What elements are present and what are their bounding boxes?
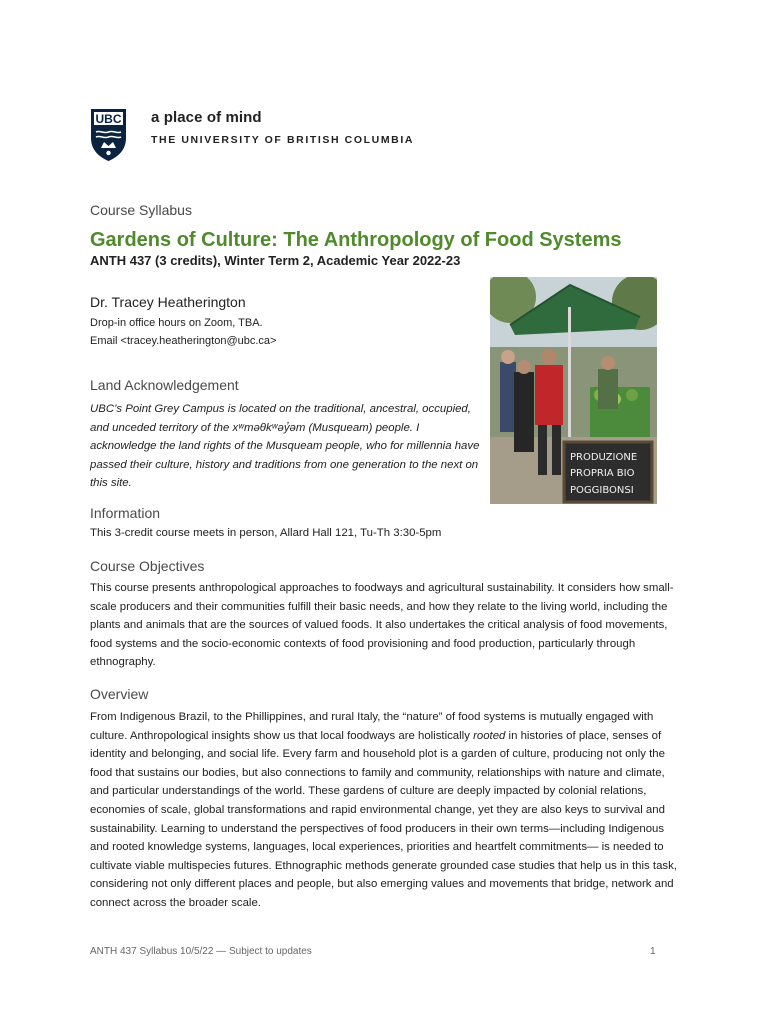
university-name: THE UNIVERSITY OF BRITISH COLUMBIA [151,134,415,146]
overview-text [90,708,682,913]
farmers-market-photo [490,277,657,504]
land-acknowledgement-heading: Land Acknowledgement [90,377,239,393]
ubc-shield-logo [90,108,127,162]
office-hours: Drop-in office hours on Zoom, TBA. [90,317,263,329]
course-objectives-text: This course presents anthropological approaches to foodways and agricultural sustainability. It considers how small-scale producers and their communities fulfill their basic needs, and how they relate to the living world, including the plants and animals that are the sources of valued foods. It also undertakes the critical analysis of food movements, food systems and the socio-economic contexts of food provisioning and food production, particularly through ethnography. [90,582,674,669]
instructor-email: Email <tracey.heatherington@ubc.ca> [90,335,277,347]
overview-text-part-2: in histories of place, senses of identity and belonging, and social life. Every farm and household plot is a garden of culture, producing not only the food that sustains our bodies, but also connections to family and community, relationships with nature and climate, and particular understandings of the world. These gardens of culture are deeply impacted by colonial relations, economies of scale, global transformations and rapid environmental change, yet they are also keys to survival and sustainability. Learning to understand the perspectives of food producers in their own terms—including Indigenous and rooted knowledge systems, languages, local experiences, priorities and heartfelt commitments— is needed to cultivate viable multispecies futures. Ethnographic methods generate grounded case studies that help us in this task, considering not only different places and people, but also emerging values and movements that bridge, network and connect across the broader scale. [90,729,677,909]
overview-emphasis-rooted: rooted [473,729,506,742]
information-text: This 3-credit course meets in person, Allard Hall 121, Tu-Th 3:30-5pm [90,527,442,539]
overview-text-part-1: From Indigenous Brazil, to the Phillippines, and rural Italy, the “nature” of food systems is mutually engaged with culture. Anthropological insights show us that local foodways are holistically [90,711,654,742]
ubc-shield-text: UBC [95,112,122,126]
course-subtitle: ANTH 437 (3 credits), Winter Term 2, Academic Year 2022-23 [90,253,461,268]
sign-line-2: PROPRIA BIO [570,468,635,479]
land-acknowledgement-text: UBC’s Point Grey Campus is located on the traditional, ancestral, occupied, and unceded territory of the xʷməθkʷəy̓əm (Musqueam) people. I acknowledge the land rights of the Musqueam people, who for millennia have passed their culture, history and traditions from one generation to the next on this site. [90,403,480,490]
sign-line-3: POGGIBONSI [570,485,634,496]
course-objectives-heading: Course Objectives [90,558,205,574]
course-syllabus-label: Course Syllabus [90,202,192,218]
instructor-name: Dr. Tracey Heatherington [90,294,246,310]
page-number: 1 [650,946,656,957]
brand-tagline: a place of mind [151,109,262,126]
course-title: Gardens of Culture: The Anthropology of Food Systems [90,229,622,251]
overview-heading: Overview [90,686,149,702]
sign-line-1: PRODUZIONE [570,452,638,463]
footer-text: ANTH 437 Syllabus 10/5/22 — Subject to updates [90,946,312,957]
information-heading: Information [90,505,161,521]
